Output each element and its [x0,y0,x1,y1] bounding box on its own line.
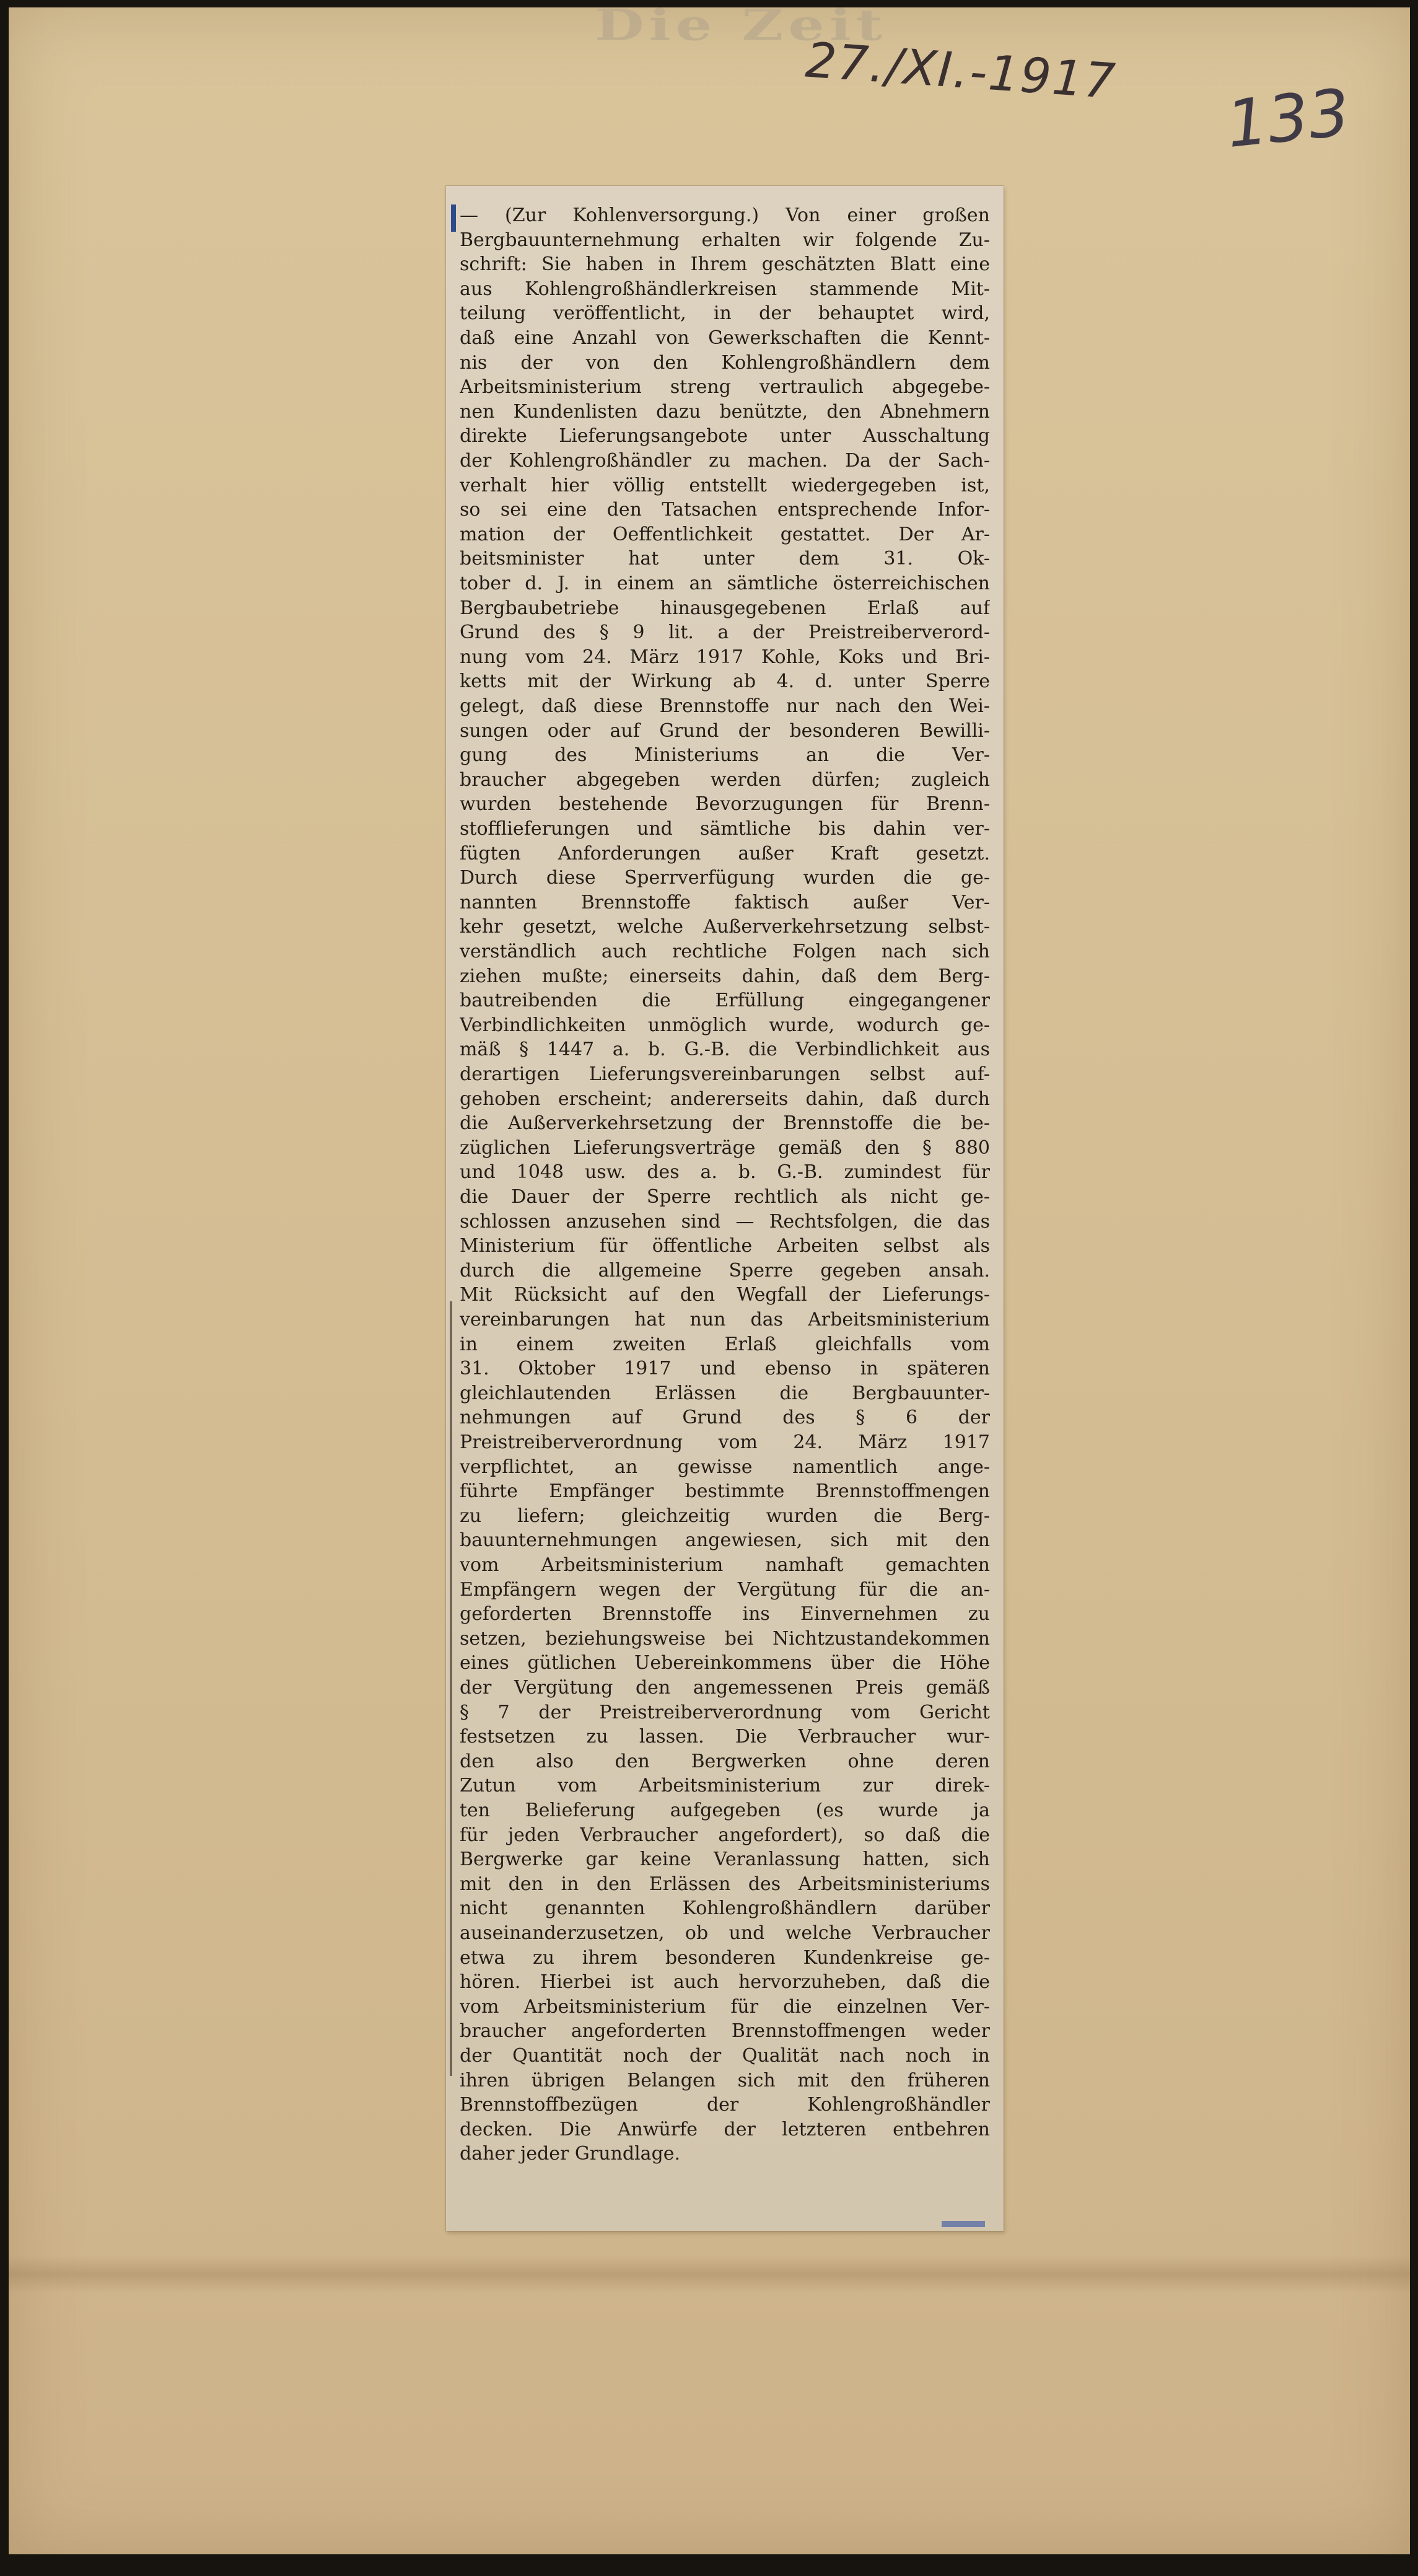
article-line: gung des Ministeriums an die Ver- [460,744,990,767]
article-line: nung vom 24. März 1917 Kohle, Koks und Bri- [460,646,990,668]
article-line: so sei eine den Tatsachen entsprechende Infor- [460,499,990,521]
blue-pencil-underline [942,2221,985,2227]
article-line: vom Arbeitsministerium namhaft gemachten [460,1554,990,1576]
article-line: Grund des § 9 lit. a der Preistreiberverord- [460,622,990,644]
article-line: Brennstoffbezügen der Kohlengroßhändler [460,2094,990,2116]
article-line: zu liefern; gleichzeitig wurden die Berg- [460,1505,990,1527]
article-line: gehoben erscheint; andererseits dahin, daß durch [460,1088,990,1110]
sheet-fold [9,2256,1410,2293]
handwritten-number: 133 [1223,74,1354,163]
article-line: geforderten Brennstoffe ins Einvernehmen zu [460,1603,990,1625]
handwritten-date: 27./XI.-1917 [803,32,1118,110]
article-line: direkte Lieferungsangebote unter Ausschaltung [460,425,990,447]
masthead-stamp: Die Zeit [595,0,888,50]
article-line: Ministerium für öffentliche Arbeiten selbst als [460,1235,990,1257]
blue-pencil-mark [451,204,456,232]
article-line: verhalt hier völlig entstellt wiedergegeben ist, [460,474,990,496]
article-line: mäß § 1447 a. b. G.-B. die Verbindlichkeit aus [460,1039,990,1061]
article-line: und 1048 usw. des a. b. G.-B. zumindest für [460,1161,990,1184]
clipping-margin-line [450,1301,452,2076]
article-line: nis der von den Kohlengroßhändlern dem [460,351,990,374]
article-line: verständlich auch rechtliche Folgen nach sich [460,941,990,962]
article-line: festsetzen zu lassen. Die Verbraucher wur- [460,1726,990,1748]
article-line: Zutun vom Arbeitsministerium zur direk- [460,1775,990,1797]
article-line: den also den Bergwerken ohne deren [460,1750,990,1772]
article-line: vereinbarungen hat nun das Arbeitsministerium [460,1309,990,1330]
newspaper-clipping [446,186,1004,2231]
article-line: ziehen mußte; einerseits dahin, daß dem Berg- [460,965,990,987]
article-line: etwa zu ihrem besonderen Kundenkreise ge- [460,1946,990,1969]
article-line: daher jeder Grundlage. [460,2143,681,2165]
article-line: schlossen anzusehen sind — Rechtsfolgen, die das [460,1210,990,1233]
article-line: durch die allgemeine Sperre gegeben ansah. [460,1259,990,1281]
article-line: teilung veröffentlicht, in der behauptet wird, [460,302,990,325]
article-line: Durch diese Sperrverfügung wurden die ge- [460,867,990,889]
article-line: bautreibenden die Erfüllung eingegangener [460,990,990,1012]
article-line: führte Empfänger bestimmte Brennstoffmengen [460,1480,990,1503]
article-line: Bergbauunternehmung erhalten wir folgende Zu- [460,229,990,251]
article-body [460,203,990,2186]
article-line: braucher angeforderten Brennstoffmengen weder [460,2020,990,2042]
article-line: nicht genannten Kohlengroßhändlern darüber [460,1897,990,1920]
article-line: schrift: Sie haben in Ihrem geschätzten Blatt eine [460,253,990,276]
article-line: Bergwerke gar keine Veranlassung hatten, sich [460,1848,990,1871]
article-line: setzen, beziehungsweise bei Nichtzustandekommen [460,1627,990,1650]
article-line: Mit Rücksicht auf den Wegfall der Lieferungs- [460,1284,990,1306]
article-line: hören. Hierbei ist auch hervorzuheben, daß die [460,1971,990,1994]
article-line: beitsminister hat unter dem 31. Ok- [460,548,990,570]
article-line: — (Zur Kohlenversorgung.) Von einer großen [460,204,990,226]
article-line: gelegt, daß diese Brennstoffe nur nach den Wei- [460,695,990,717]
article-line: braucher abgegeben werden dürfen; zugleich [460,768,990,791]
article-line: mation der Oeffentlichkeit gestattet. Der Ar- [460,523,990,545]
article-line: Bergbaubetriebe hinausgegebenen Erlaß auf [460,597,990,619]
article-line: Preistreiberverordnung vom 24. März 1917 [460,1431,990,1453]
article-line: die Außerverkehrsetzung der Brennstoffe die be- [460,1112,990,1135]
article-line: ten Belieferung aufgegeben (es wurde ja [460,1800,990,1821]
article-line: daß eine Anzahl von Gewerkschaften die Kennt- [460,327,990,349]
article-line: nen Kundenlisten dazu benützte, den Abnehmern [460,400,990,423]
article-line: züglichen Lieferungsverträge gemäß den § 880 [460,1136,990,1159]
article-line: ketts mit der Wirkung ab 4. d. unter Sperre [460,670,990,693]
article-line: auseinanderzusetzen, ob und welche Verbraucher [460,1922,990,1944]
article-line: verpflichtet, an gewisse namentlich ange- [460,1456,990,1478]
article-line: Empfängern wegen der Vergütung für die an- [460,1578,990,1601]
article-line: für jeden Verbraucher angefordert), so daß die [460,1824,990,1846]
article-line: der Quantität noch der Qualität nach noch in [460,2045,990,2067]
article-line: vom Arbeitsministerium für die einzelnen Ver- [460,1995,990,2018]
article-line: tober d. J. in einem an sämtliche österreichischen [460,573,990,594]
article-line: § 7 der Preistreiberverordnung vom Gericht [460,1701,990,1723]
article-line: Verbindlichkeiten unmöglich wurde, wodurch ge- [460,1014,990,1036]
article-line: mit den in den Erlässen des Arbeitsministeriums [460,1873,990,1895]
article-line: sungen oder auf Grund der besonderen Bewilli- [460,719,990,742]
article-line: in einem zweiten Erlaß gleichfalls vom [460,1333,990,1355]
article-line: stofflieferungen und sämtliche bis dahin ver- [460,818,990,840]
article-line: derartigen Lieferungsvereinbarungen selbst auf- [460,1063,990,1085]
article-line: gleichlautenden Erlässen die Bergbauunter- [460,1382,990,1404]
article-line: wurden bestehende Bevorzugungen für Brenn- [460,793,990,815]
article-line: Arbeitsministerium streng vertraulich abgegebe- [460,376,990,398]
article-line: eines gütlichen Uebereinkommens über die Höhe [460,1652,990,1674]
article-line: ihren übrigen Belangen sich mit den früheren [460,2069,990,2091]
article-line: nannten Brennstoffe faktisch außer Ver- [460,891,990,913]
article-line: die Dauer der Sperre rechtlich als nicht ge- [460,1186,990,1208]
article-line: der Kohlengroßhändler zu machen. Da der Sach- [460,450,990,472]
article-line: decken. Die Anwürfe der letzteren entbehren [460,2118,990,2140]
article-line: fügten Anforderungen außer Kraft gesetzt. [460,842,990,864]
article-line: der Vergütung den angemessenen Preis gemäß [460,1677,990,1699]
article-line: bauunternehmungen angewiesen, sich mit den [460,1529,990,1552]
article-line: nehmungen auf Grund des § 6 der [460,1407,990,1429]
article-line: kehr gesetzt, welche Außerverkehrsetzung selbst- [460,916,990,938]
article-line: aus Kohlengroßhändlerkreisen stammende Mit- [460,278,990,300]
article-line: 31. Oktober 1917 und ebenso in späteren [460,1358,990,1380]
